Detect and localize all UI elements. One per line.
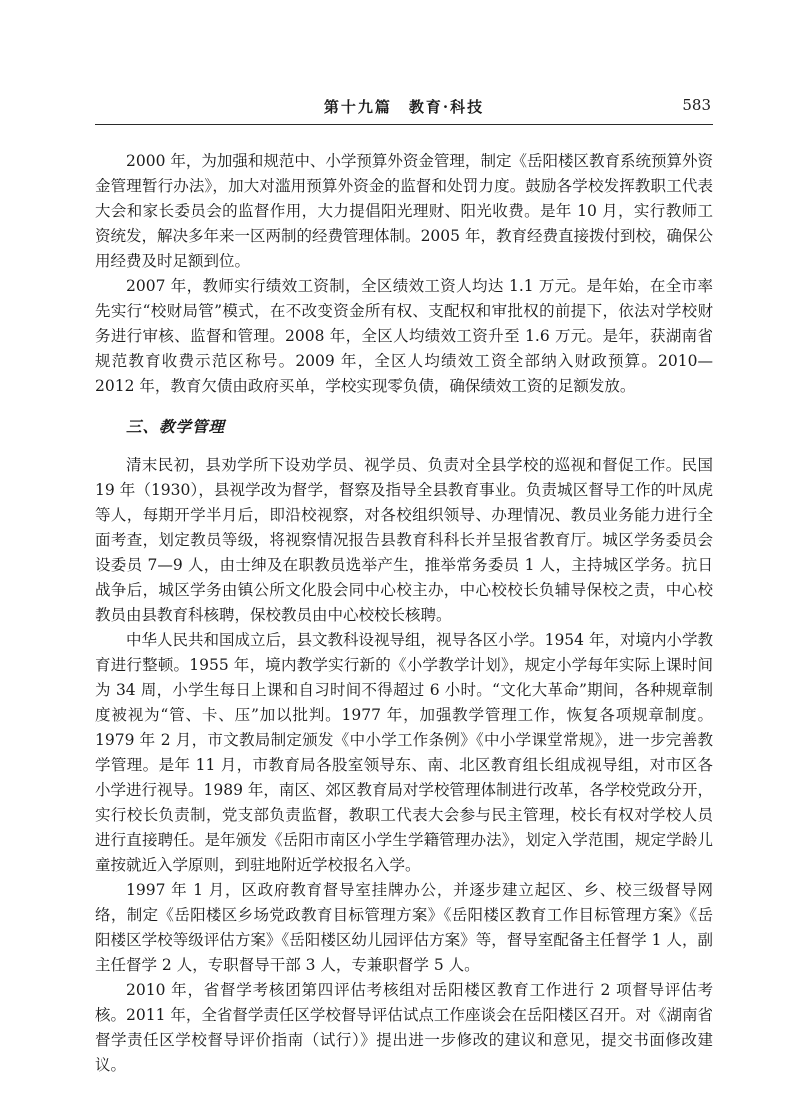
paragraph-evaluation-2010: 2010 年，省督学考核团第四评估考核组对岳阳楼区教育工作进行 2 项督导评估考核。2011 年，全省督学责任区学校督导评估试点工作座谈会在岳阳楼区召开。对《湖南省督学责任区学校督导评价指南（试行）》提出进一步修改的建议和意见，提交书面修改建议。 bbox=[95, 981, 713, 1074]
paragraph-late-qing-early-republic: 清末民初，县劝学所下设劝学员、视学员、负责对全县学校的巡视和督促工作。民国 19 年（1930），县视学改为督学，督察及指导全县教育事业。负责城区督导工作的叶凤虎等人，每期开学半月后，即沿校视察，对各校组织领导、办理情况、教员业务能力进行全面考查，划定教员等级，将视察情况报告县教育科科长并呈报省教育厅。城区学务委员会设委员 7—9 人，由士绅及在职教员选举产生，推举常务委员 1 人，主持城区学务。抗日战争后，城区学务由镇公所文化股会同中心校主办，中心校校长负辅导保校之责，中心校教员由县教育科核聘，保校教员由中心校校长核聘。 bbox=[95, 456, 713, 624]
page-header bbox=[95, 96, 713, 125]
chapter-title: 第十九篇 教育·科技 bbox=[323, 98, 485, 116]
paragraph-funds-management-2000: 2000 年，为加强和规范中、小学预算外资金管理，制定《岳阳楼区教育系统预算外资金管理暂行办法》，加大对滥用预算外资金的监督和处罚力度。鼓励各学校发挥教职工代表大会和家长委员会的监督作用，大力提倡阳光理财、阳光收费。是年 10 月，实行教师工资统发，解决多年来一区两制的经费管理体制。2005 年，教育经费直接拨付到校，确保公用经费及时足额到位。 bbox=[95, 152, 713, 270]
page-number: 583 bbox=[682, 96, 711, 114]
paragraph-prc-founding-reforms: 中华人民共和国成立后，县文教科设视导组，视导各区小学。1954 年，对境内小学教育进行整顿。1955 年，境内教学实行新的《小学教学计划》，规定小学每年实际上课时间为 34 周，小学生每日上课和自习时间不得超过 6 小时。“文化大革命”期间，各种规章制度被视为“管、卡、压”加以批判。1977 年，加强教学管理工作，恢复各项规章制度。1979 年 2 月，市文教局制定颁发《中小学工作条例》《中小学课堂常规》，进一步完善教学管理。是年 11 月，市教育局各股室领导东、南、北区教育组长组成视导组，对市区各小学进行视导。1989 年，南区、郊区教育局对学校管理体制进行改革，各学校党政分开，实行校长负责制，党支部负责监督，教职工代表大会参与民主管理，校长有权对学校人员进行直接聘任。是年颁发《岳阳市南区小学生学籍管理办法》，划定入学范围，规定学龄儿童按就近入学原则，到驻地附近学校报名入学。 bbox=[95, 631, 713, 874]
page-content bbox=[95, 149, 713, 1078]
paragraph-supervision-office-1997: 1997 年 1 月，区政府教育督导室挂牌办公，并逐步建立起区、乡、校三级督导网络，制定《岳阳楼区乡场党政教育目标管理方案》《岳阳楼区教育工作目标管理方案》《岳阳楼区学校等级评估方案》《岳阳楼区幼儿园评估方案》等，督导室配备主任督学 1 人，副主任督学 2 人，专职督导干部 3 人，专兼职督学 5 人。 bbox=[95, 881, 713, 974]
paragraph-performance-pay-2007: 2007 年，教师实行绩效工资制，全区绩效工资人均达 1.1 万元。是年始，在全市率先实行“校财局管”模式，在不改变资金所有权、支配权和审批权的前提下，依法对学校财务进行审核、监督和管理。2008 年，全区人均绩效工资升至 1.6 万元。是年，获湖南省规范教育收费示范区称号。2009 年，全区人均绩效工资全部纳入财政预算。2010—2012 年，教育欠债由政府买单，学校实现零负债，确保绩效工资的足额发放。 bbox=[95, 277, 713, 395]
section-heading-teaching-management: 三、教学管理 bbox=[126, 417, 226, 436]
book-page bbox=[95, 96, 713, 1078]
